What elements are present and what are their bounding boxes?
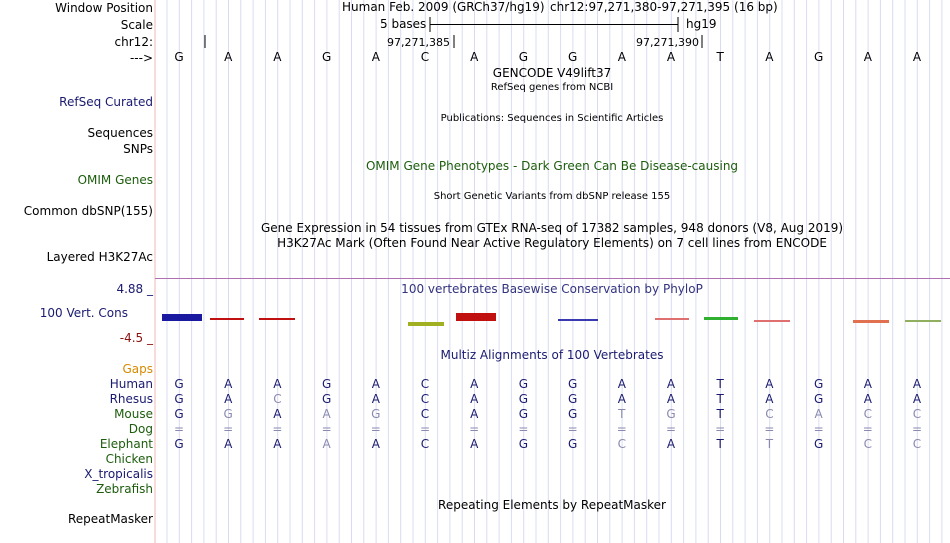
ruler-coordinate-1: 97,271,385	[387, 36, 450, 49]
alignment-base: T	[765, 437, 774, 451]
ruler-coordinate-2: 97,271,390	[636, 36, 699, 49]
alignment-base: A	[224, 437, 233, 451]
alignment-base: =	[911, 422, 923, 436]
alignment-base: C	[420, 377, 430, 391]
alignment-base: A	[322, 407, 331, 421]
alignment-base: A	[912, 377, 922, 391]
alignment-base: A	[863, 377, 872, 391]
reference-base: A	[470, 50, 479, 64]
alignment-base: A	[863, 392, 872, 406]
alignment-base: G	[518, 407, 529, 421]
alignment-base: =	[813, 422, 824, 436]
conservation-logo-mark	[905, 320, 941, 322]
species-label[interactable]: Elephant	[99, 437, 153, 451]
conservation-logo-mark	[558, 319, 598, 321]
conservation-logo-mark	[853, 320, 889, 323]
alignment-base: G	[518, 437, 529, 451]
alignment-base: =	[370, 422, 381, 436]
species-label[interactable]: Rhesus	[109, 392, 153, 406]
conservation-logo-mark	[259, 318, 295, 320]
alignment-base: A	[814, 407, 823, 421]
alignment-base: A	[273, 437, 282, 451]
alignment-base: G	[174, 377, 184, 391]
alignment-base: G	[174, 392, 184, 406]
species-label[interactable]: Zebrafish	[96, 482, 153, 496]
multiz-track-title[interactable]: Multiz Alignments of 100 Vertebrates	[440, 348, 664, 362]
omim-track-label[interactable]: OMIM Genes	[77, 173, 153, 187]
reference-base: A	[224, 50, 233, 64]
alignment-base: G	[567, 407, 578, 421]
h3k27ac-track-title[interactable]: H3K27Ac Mark (Often Found Near Active Regulatory Elements) on 7 cell lines from ENCODE	[277, 236, 827, 250]
reference-base: T	[716, 50, 724, 64]
phylop-track-title[interactable]: 100 vertebrates Basewise Conservation by PhyloP	[401, 282, 703, 296]
alignment-base: T	[716, 437, 724, 451]
dbsnp-track-title[interactable]: Short Genetic Variants from dbSNP release 155	[433, 191, 671, 202]
alignment-base: C	[912, 437, 922, 451]
publications-track-title[interactable]: Publications: Sequences in Scientific Articles	[440, 113, 664, 124]
species-label[interactable]: X_tropicalis	[84, 467, 153, 481]
conservation-logo-mark	[754, 320, 790, 322]
alignment-base: A	[617, 392, 626, 406]
alignment-base: A	[912, 392, 922, 406]
phylop-min-label: -4.5 _	[119, 331, 153, 345]
scale-bar-db: hg19	[686, 17, 717, 31]
gencode-track-title[interactable]: GENCODE V49lift37	[492, 66, 612, 80]
alignment-base: A	[371, 437, 380, 451]
reference-base: G	[321, 50, 332, 64]
alignment-base: G	[813, 392, 824, 406]
alignment-base: T	[618, 407, 626, 421]
alignment-base: C	[863, 407, 872, 421]
alignment-base: G	[567, 377, 578, 391]
conservation-logo-mark	[162, 314, 202, 321]
alignment-base: G	[666, 407, 676, 421]
alignment-base: T	[716, 407, 724, 421]
alignment-base: G	[567, 392, 578, 406]
alignment-base: T	[716, 392, 724, 406]
alignment-base: G	[813, 377, 824, 391]
repeatmasker-track-title[interactable]: Repeating Elements by RepeatMasker	[438, 498, 666, 512]
alignment-base: A	[470, 407, 479, 421]
refseq-track-description: RefSeq genes from NCBI	[490, 82, 614, 93]
alignment-base: G	[174, 407, 184, 421]
refseq-track-label[interactable]: RefSeq Curated	[59, 95, 153, 109]
window-position-readout: chr12:97,271,380-97,271,395 (16 bp)	[550, 0, 778, 14]
alignment-base: G	[223, 407, 233, 421]
species-label[interactable]: Mouse	[114, 407, 153, 421]
conservation-logo-mark	[655, 318, 689, 320]
reference-base: C	[420, 50, 430, 64]
alignment-base: C	[420, 392, 430, 406]
alignment-base: C	[617, 437, 626, 451]
reference-base: G	[174, 50, 184, 64]
alignment-base: G	[813, 437, 824, 451]
reference-base: G	[518, 50, 529, 64]
alignment-base: A	[666, 392, 676, 406]
assembly-name: Human Feb. 2009 (GRCh37/hg19)	[342, 0, 545, 14]
alignment-base: A	[224, 392, 233, 406]
alignment-base: G	[174, 437, 184, 451]
strand-label[interactable]: --->	[129, 51, 153, 65]
species-label[interactable]: Dog	[128, 422, 153, 436]
conservation-logo-mark	[456, 313, 496, 321]
alignment-base: A	[765, 377, 774, 391]
alignment-base: A	[470, 377, 479, 391]
snps-track-label[interactable]: SNPs	[123, 142, 153, 156]
reference-base: G	[813, 50, 824, 64]
reference-base: A	[273, 50, 282, 64]
species-label[interactable]: Chicken	[105, 452, 153, 466]
alignment-base: C	[765, 407, 774, 421]
chromosome-label[interactable]: chr12:	[114, 35, 153, 49]
alignment-base: A	[470, 392, 479, 406]
gtex-track-title[interactable]: Gene Expression in 54 tissues from GTEx RNA-seq of 17382 samples, 948 donors (V8, Aug 2019)	[260, 221, 844, 235]
gaps-track-label[interactable]: Gaps	[122, 362, 153, 376]
alignment-base: C	[273, 392, 282, 406]
window-position-label[interactable]: Window Position	[55, 1, 153, 15]
alignment-base: T	[716, 377, 724, 391]
reference-base: A	[765, 50, 774, 64]
alignment-base: G	[518, 392, 529, 406]
reference-base: A	[912, 50, 922, 64]
alignment-base: =	[567, 422, 578, 436]
alignment-base: A	[273, 407, 282, 421]
conservation-logo-mark	[210, 318, 244, 320]
repeatmasker-track-label[interactable]: RepeatMasker	[67, 512, 153, 526]
species-label[interactable]: Human	[109, 377, 153, 391]
alignment-base: A	[371, 392, 380, 406]
alignment-base: =	[173, 422, 185, 436]
alignment-base: A	[322, 437, 331, 451]
alignment-base: =	[862, 422, 873, 436]
alignment-base: A	[617, 377, 626, 391]
reference-base: G	[567, 50, 578, 64]
alignment-base: C	[863, 437, 872, 451]
conservation-logo-mark	[704, 317, 738, 320]
scale-label[interactable]: Scale	[120, 18, 153, 32]
dbsnp-track-label[interactable]: Common dbSNP(155)	[23, 204, 153, 218]
scale-bar-text: 5 bases	[380, 17, 427, 31]
alignment-base: =	[518, 422, 529, 436]
reference-base: A	[863, 50, 872, 64]
sequences-track-label[interactable]: Sequences	[87, 126, 153, 140]
alignment-base: G	[518, 377, 529, 391]
alignment-base: =	[764, 422, 775, 436]
alignment-base: =	[616, 422, 627, 436]
phylop-max-label: 4.88 _	[116, 282, 153, 296]
alignment-base: =	[469, 422, 480, 436]
conservation-logo-mark	[408, 322, 444, 326]
h3k27ac-track-label[interactable]: Layered H3K27Ac	[46, 250, 153, 264]
alignment-base: C	[420, 407, 430, 421]
cons-track-label[interactable]: 100 Vert. Cons	[39, 306, 128, 320]
alignment-base: G	[567, 437, 578, 451]
reference-base: A	[666, 50, 676, 64]
alignment-base: A	[371, 377, 380, 391]
alignment-base: =	[715, 422, 726, 436]
alignment-base: G	[371, 407, 381, 421]
alignment-base: A	[666, 437, 676, 451]
alignment-base: A	[273, 377, 282, 391]
alignment-base: =	[272, 422, 283, 436]
reference-base: A	[617, 50, 626, 64]
alignment-base: =	[665, 422, 677, 436]
alignment-base: C	[420, 437, 430, 451]
alignment-base: =	[419, 422, 431, 436]
alignment-base: A	[765, 392, 774, 406]
alignment-base: =	[321, 422, 332, 436]
alignment-base: =	[223, 422, 234, 436]
alignment-base: A	[666, 377, 676, 391]
alignment-base: C	[912, 407, 922, 421]
alignment-base: G	[321, 392, 332, 406]
alignment-base: G	[321, 377, 332, 391]
alignment-base: A	[224, 377, 233, 391]
reference-base: A	[371, 50, 380, 64]
omim-track-title[interactable]: OMIM Gene Phenotypes - Dark Green Can Be Disease-causing	[365, 159, 739, 173]
alignment-base: A	[470, 437, 479, 451]
